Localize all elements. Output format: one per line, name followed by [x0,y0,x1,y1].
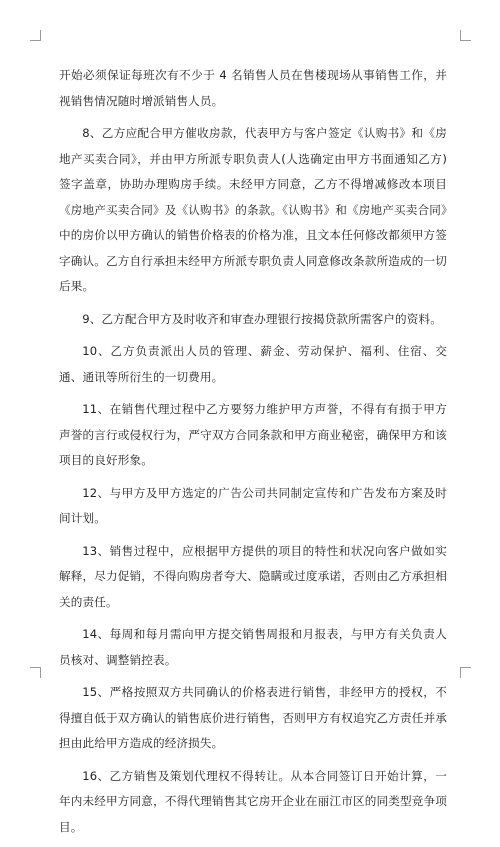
crop-mark-bottom-left [30,667,41,678]
crop-mark-top-right [460,30,471,41]
crop-mark-top-left [30,30,41,41]
clause-14: 14、每周和每月需向甲方提交销售周报和月报表，与甲方有关负责人员核对、调整销控表。 [59,627,447,667]
paragraph-continuation: 开始必须保证每班次有不少于 4 名销售人员在售楼现场从事销售工作，并视销售情况随时增派销售人员。 [59,68,447,108]
clause-13: 13、销售过程中，应根据甲方提供的项目的特性和状况向客户做如实解释，尽力促销，不得向购房者夸大、隐瞒或过度承诺，否则由乙方承担相关的责任。 [59,543,447,609]
clause-12: 12、与甲方及甲方选定的广告公司共同制定宣传和广告发布方案及时间计划。 [59,485,447,525]
clause-8: 8、乙方应配合甲方催收房款，代表甲方与客户签定《认购书》和《房地产买卖合同》，并由甲方所派专职负责人(人选确定由甲方书面通知乙方)签字盖章，协助办理购房手续。未经甲方同意，乙方不得增减修改本项目《房地产买卖合同》及《认购书》的条款。《认购书》和《房地产买卖合同》中的房价以甲方确认的销售价格表的价格为准，且文本任何修改都须甲方签字确认。乙方自行承担未经甲方所派专职负责人同意修改条款所造成的一切后果。 [59,126,447,293]
clause-10: 10、乙方负责派出人员的管理、薪金、劳动保护、福利、住宿、交通、通讯等所衍生的一切费用。 [59,344,447,384]
clause-15: 15、严格按照双方共同确认的价格表进行销售，非经甲方的授权，不得擅自低于双方确认的销售底价进行销售，否则甲方有权追究乙方责任并承担由此给甲方造成的经济损失。 [59,685,447,750]
clause-16: 16、乙方销售及策划代理权不得转让。从本合同签订日开始计算，一年内未经甲方同意，不得代理销售其它房开企业在丽江市区的同类型竞争项目。 [59,768,447,834]
document-body [59,63,447,847]
crop-mark-bottom-right [460,667,471,678]
clause-11: 11、在销售代理过程中乙方要努力维护甲方声誉，不得有有损于甲方声誉的言行或侵权行为，严守双方合同条款和甲方商业秘密，确保甲方和该项目的良好形象。 [59,402,447,467]
clause-9: 9、乙方配合甲方及时收齐和审查办理银行按揭贷款所需客户的资料。 [82,311,443,326]
